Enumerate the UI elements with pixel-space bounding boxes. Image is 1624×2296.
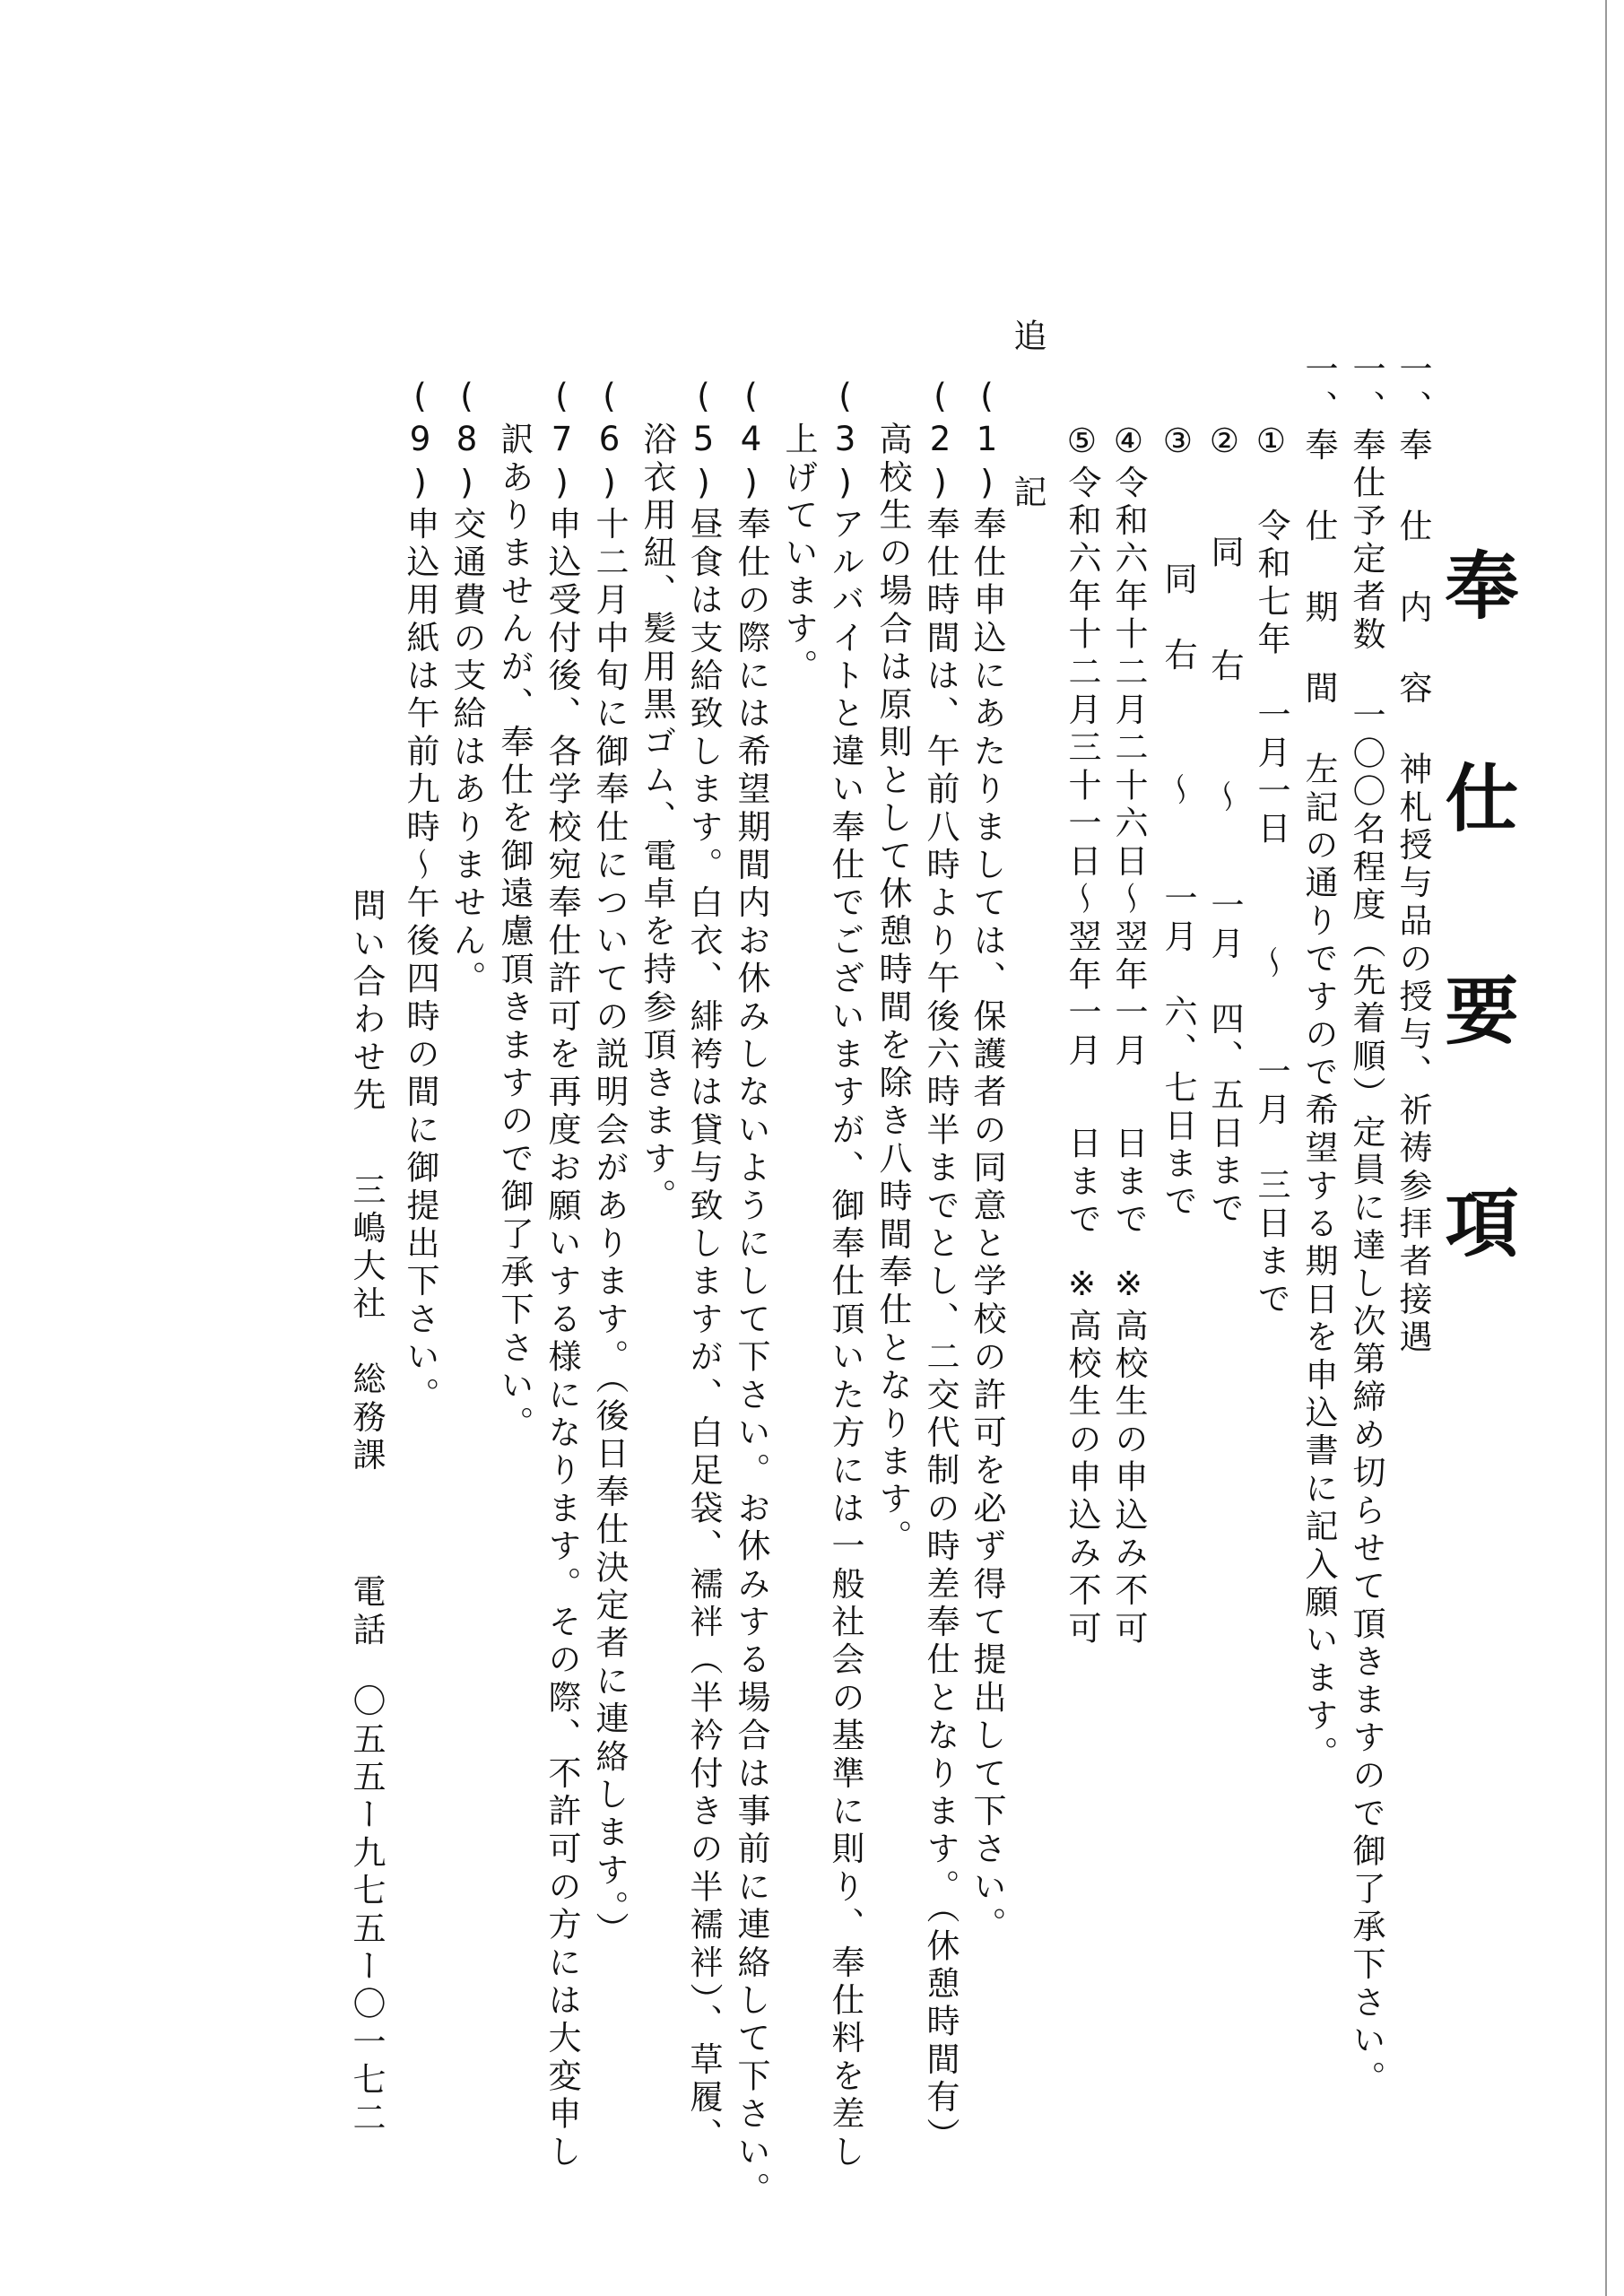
note-number: (5) <box>684 377 723 507</box>
note-number: (9) <box>401 377 439 507</box>
period-from: 令和七年 一月一日 <box>1252 508 1290 849</box>
item-label: 奉仕予定者数 <box>1347 427 1385 655</box>
note-number: (4) <box>732 377 770 507</box>
period-to: 一月 四、五日まで <box>1205 887 1244 1229</box>
note-number: (1) <box>968 377 1006 507</box>
note-line: アルバイトと違い奉仕でございますが、御奉仕頂いた方には一般社会の基準に則り、奉仕料を差し <box>826 506 864 2172</box>
note-number: (8) <box>447 377 486 507</box>
note-line: 上げています。 <box>779 422 818 687</box>
note-line: 交通費の支給はありません。 <box>447 506 486 999</box>
contact-label: 問い合わせ先 <box>347 888 386 1116</box>
note-3 <box>827 377 863 2171</box>
contact-phone: 〇五五ー九七五ー〇一七二 <box>347 1683 386 2138</box>
note-line: 高校生の場合は原則として休憩時間を除き八時間奉仕となります。 <box>873 422 912 1557</box>
scan-edge-line <box>1605 0 1607 2296</box>
addendum-label: 追 記 <box>1008 318 1046 552</box>
period-to: 一月 六、七日まで <box>1159 880 1197 1222</box>
period-from: 同 右 <box>1205 535 1244 687</box>
note-7-continued <box>496 422 532 1443</box>
contact-org: 三嶋大社 総務課 <box>347 1172 386 1475</box>
note-7 <box>543 377 579 2171</box>
item-label: 奉 仕 期 間 <box>1299 427 1338 709</box>
contact-phone-label: 電話 <box>347 1573 386 1650</box>
note-number: (3) <box>826 377 864 507</box>
note-line: 申込用紙は午前九時〜午後四時の間に御提出下さい。 <box>401 506 439 1415</box>
item-marker: 一、 <box>1347 352 1385 428</box>
period-tilde: 〜 <box>1205 779 1244 818</box>
note-line: 奉仕の際には希望期間内お休みしないようにして下さい。お休みする場合は事前に連絡して下さい。 <box>732 506 770 2210</box>
note-number: (7) <box>543 377 581 507</box>
note-line: 十二月中旬に御奉仕についての説明会があります。（後日奉仕決定者に連絡します。） <box>590 506 629 1950</box>
period-tilde: 〜 <box>1159 772 1197 811</box>
period-number: ② <box>1205 422 1244 465</box>
period-from: 同 右 <box>1159 561 1197 676</box>
note-number: (2) <box>921 377 960 507</box>
note-line: 浴衣用紐、髪用黒ゴム、電卓を持参頂きます。 <box>638 422 676 1217</box>
note-line: 奉仕申込にあたりましては、保護者の同意と学校の許可を必ず得て提出して下さい。 <box>968 506 1006 1945</box>
note-line: 訳ありませんが、奉仕を御遠慮頂きますので御了承下さい。 <box>495 422 534 1444</box>
note-number: (6) <box>590 377 629 507</box>
period-number: ④ <box>1109 422 1148 465</box>
item-text: 一〇〇名程度（先着順）定員に達し次第締め切らせて頂きますので御了承下さい。 <box>1347 697 1385 2099</box>
period-5 <box>1064 422 1099 1648</box>
period-number: ① <box>1252 422 1290 465</box>
note-9 <box>402 377 438 1414</box>
period-number: ⑤ <box>1063 422 1101 465</box>
note-line: 申込受付後、各学校宛奉仕許可を再度お願いする様になります。その際、不許可の方には大変申し <box>543 506 581 2172</box>
note-6 <box>591 377 627 1949</box>
period-from: 令和六年十二月二十六日〜翌年一月 <box>1109 465 1148 1071</box>
period-note: ※高校生の申込み不可 <box>1109 1265 1148 1649</box>
note-2-continued <box>874 422 910 1557</box>
item-text: 左記の通りですので希望する期日を申込書に記入願います。 <box>1299 751 1338 1774</box>
period-to: 日まで <box>1109 1126 1148 1240</box>
item-service-content <box>1394 352 1430 1357</box>
item-service-period <box>1300 352 1336 1773</box>
period-1 <box>1253 422 1289 1318</box>
period-to: 一月 三日まで <box>1252 1053 1290 1319</box>
period-3 <box>1159 422 1195 1221</box>
note-line: 奉仕時間は、午前八時より午後六時半までとし、二交代制の時差奉仕となります。（休憩時間有） <box>921 506 960 2155</box>
note-5 <box>685 377 721 2155</box>
item-participant-count <box>1348 352 1384 2098</box>
note-5-continued <box>638 422 674 1216</box>
period-tilde: 〜 <box>1252 945 1290 984</box>
period-from: 令和六年十二月三十一日〜翌年一月 <box>1063 465 1101 1071</box>
period-number: ③ <box>1159 422 1197 465</box>
period-2 <box>1206 422 1242 1229</box>
note-line: 昼食は支給致します。白衣、緋袴は貸与致しますが、白足袋、襦袢（半衿付きの半襦袢）、草履、 <box>684 506 723 2155</box>
note-2 <box>922 377 958 2155</box>
contact-block <box>348 888 384 2138</box>
page-title: 奉 仕 要 項 <box>1433 547 1518 1285</box>
item-text: 神札授与品の授与、祈祷参拝者接遇 <box>1394 751 1432 1358</box>
item-marker: 一、 <box>1394 352 1432 428</box>
note-3-continued <box>780 422 816 686</box>
note-4 <box>733 377 769 2210</box>
period-note: ※高校生の申込み不可 <box>1063 1265 1101 1649</box>
period-to: 日まで <box>1063 1126 1101 1240</box>
note-1 <box>968 377 1004 1944</box>
item-label: 奉 仕 内 容 <box>1394 427 1432 709</box>
note-8 <box>448 377 484 998</box>
item-marker: 一、 <box>1299 352 1338 428</box>
period-4 <box>1110 422 1146 1648</box>
